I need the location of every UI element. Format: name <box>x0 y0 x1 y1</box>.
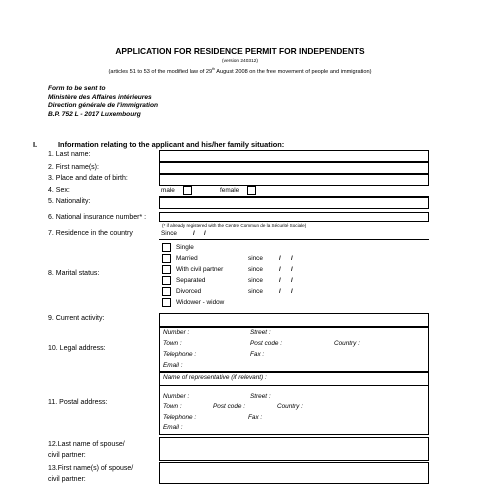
legal-country-label: Country : <box>334 340 360 347</box>
marital-single-checkbox[interactable] <box>162 243 171 252</box>
insurance-note: (* if already registered with the Centre Commun de la Sécurité Sociale) <box>162 223 307 228</box>
marital-civil-label: With civil partner <box>176 266 224 273</box>
activity-field[interactable] <box>159 313 429 327</box>
label-birth: 3. Place and date of birth: <box>48 175 128 182</box>
spouse-last-name-field[interactable] <box>159 437 429 461</box>
marital-divorced-slash-2: / <box>291 288 293 295</box>
label-sex: 4. Sex: <box>48 187 70 194</box>
section-number: I. <box>33 140 38 149</box>
residence-underline <box>159 239 429 240</box>
subtitle-pre: (articles 51 to 53 of the modified law of 29 <box>108 68 213 75</box>
form-title: APPLICATION FOR RESIDENCE PERMIT FOR INDEPENDENTS <box>115 46 365 56</box>
nationality-field[interactable] <box>159 197 429 209</box>
legal-telephone-label: Telephone : <box>163 351 197 358</box>
marital-divorced-label: Divorced <box>176 288 202 295</box>
postal-country-label: Country : <box>277 403 303 410</box>
form-subtitle <box>0 67 480 75</box>
postal-postcode-label: Post code : <box>213 403 245 410</box>
label-spouse-last-name-2: civil partner: <box>48 452 86 459</box>
label-postal-address: 11. Postal address: <box>48 399 108 406</box>
last-name-field[interactable] <box>159 150 429 162</box>
legal-address-box[interactable] <box>159 327 429 372</box>
marital-civil-slash-1: / <box>279 266 281 273</box>
subtitle-post: August 2008 on the free movement of people and immigration) <box>215 68 372 75</box>
marital-married-since: since <box>248 255 263 262</box>
send-to-line-4: B.P. 752 L - 2017 Luxembourg <box>48 111 141 119</box>
send-to-line-1: Form to be sent to <box>48 85 106 92</box>
subtitle-sup: th <box>212 67 216 71</box>
send-to-line-3: Direction générale de l'immigration <box>48 102 159 110</box>
marital-married-label: Married <box>176 255 198 262</box>
marital-divorced-since: since <box>248 288 263 295</box>
marital-divorced-slash-1: / <box>279 288 281 295</box>
label-marital: 8. Marital status: <box>48 270 100 277</box>
marital-widow-checkbox[interactable] <box>162 298 171 307</box>
spouse-first-names-field[interactable] <box>159 462 429 484</box>
postal-rep-label: Name of representative (if relevant) : <box>163 374 267 381</box>
postal-town-label: Town : <box>163 403 182 410</box>
residence-slash-1: / <box>193 230 195 237</box>
label-nationality: 5. Nationality: <box>48 198 91 205</box>
sex-female-checkbox[interactable] <box>247 186 256 195</box>
label-residence: 7. Residence in the country <box>48 230 133 237</box>
form-version: (version 240312) <box>222 59 258 64</box>
marital-single-label: Single <box>176 244 194 251</box>
residence-slash-2: / <box>204 230 206 237</box>
marital-separated-slash-2: / <box>291 277 293 284</box>
postal-email-label: Email : <box>163 424 183 431</box>
sex-female-label: female <box>220 187 240 194</box>
legal-number-label: Number : <box>163 329 190 336</box>
marital-civil-slash-2: / <box>291 266 293 273</box>
marital-civil-checkbox[interactable] <box>162 265 171 274</box>
label-last-name: 1. Last name: <box>48 151 91 158</box>
insurance-field[interactable] <box>159 212 429 222</box>
legal-fax-label: Fax : <box>250 351 265 358</box>
marital-married-checkbox[interactable] <box>162 254 171 263</box>
legal-email-label: Email : <box>163 362 183 369</box>
postal-fax-label: Fax : <box>248 414 263 421</box>
postal-telephone-label: Telephone : <box>163 414 197 421</box>
label-insurance: 6. National insurance number* : <box>48 214 147 221</box>
marital-widow-label: Widower - widow <box>176 299 225 306</box>
legal-street-label: Street : <box>250 329 271 336</box>
label-first-names: 2. First name(s): <box>48 164 99 171</box>
postal-street-label: Street : <box>250 393 271 400</box>
marital-separated-checkbox[interactable] <box>162 276 171 285</box>
send-to-block <box>48 85 158 120</box>
label-activity: 9. Current activity: <box>48 315 105 322</box>
marital-separated-label: Separated <box>176 277 206 284</box>
postal-rep-divider <box>159 385 429 386</box>
residence-since-label: Since <box>161 230 177 237</box>
marital-separated-slash-1: / <box>279 277 281 284</box>
send-to-line-2: Ministère des Affaires intérieures <box>48 93 152 101</box>
marital-separated-since: since <box>248 277 263 284</box>
legal-town-label: Town : <box>163 340 182 347</box>
marital-civil-since: since <box>248 266 263 273</box>
marital-married-slash-2: / <box>291 255 293 262</box>
marital-divorced-checkbox[interactable] <box>162 287 171 296</box>
label-spouse-first-names-1: 13.First name(s) of spouse/ <box>48 465 134 472</box>
marital-married-slash-1: / <box>279 255 281 262</box>
postal-number-label: Number : <box>163 393 190 400</box>
section-title: Information relating to the applicant and his/her family situation: <box>58 140 285 149</box>
label-spouse-last-name-1: 12.Last name of spouse/ <box>48 441 125 448</box>
label-legal-address: 10. Legal address: <box>48 345 106 352</box>
birth-field[interactable] <box>159 174 429 186</box>
sex-male-label: male <box>161 187 175 194</box>
legal-postcode-label: Post code : <box>250 340 282 347</box>
sex-male-checkbox[interactable] <box>183 186 192 195</box>
first-names-field[interactable] <box>159 162 429 174</box>
label-spouse-first-names-2: civil partner: <box>48 476 86 483</box>
